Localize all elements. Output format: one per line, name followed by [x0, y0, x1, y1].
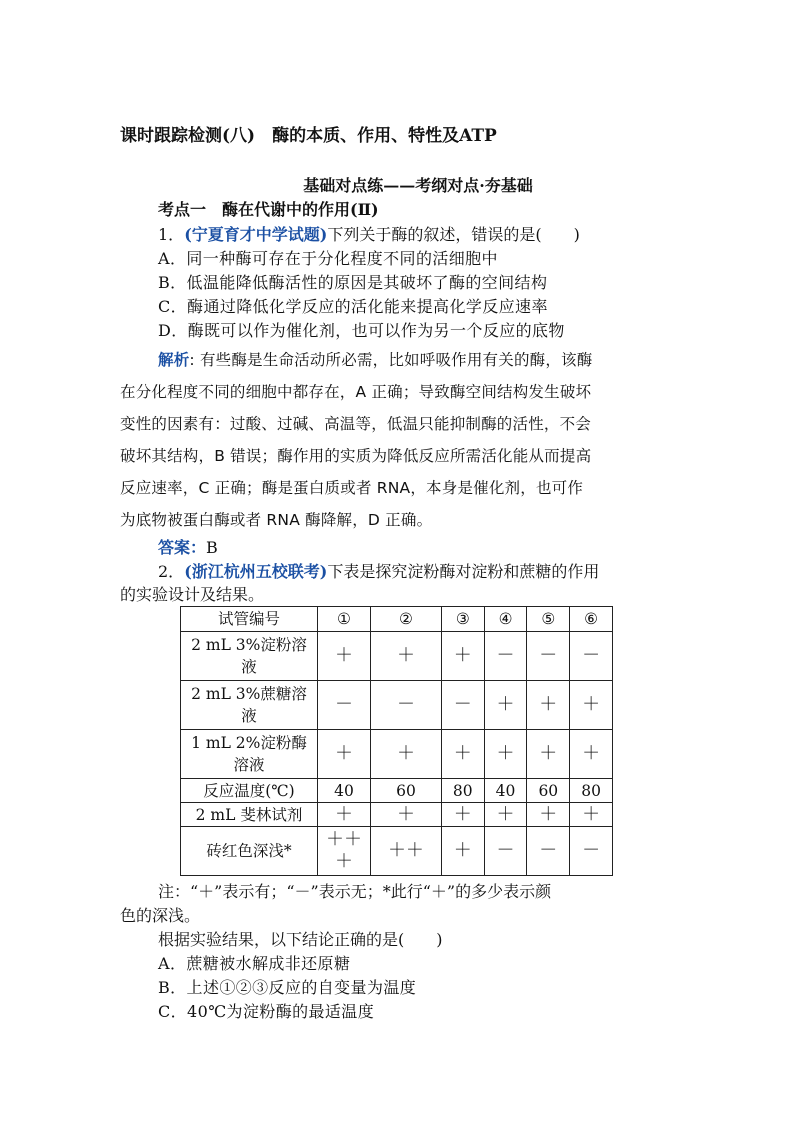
q1-stem-text: 下列关于酶的叙述，错误的是( ): [327, 225, 580, 244]
table-cell: 40: [318, 779, 371, 803]
q2-question: 根据实验结果，以下结论正确的是( ): [158, 930, 443, 949]
table-cell: ＋＋＋: [318, 827, 371, 876]
q2-note-line-1: 注：“＋”表示有；“－”表示无；*此行“＋”的多少表示颜: [158, 882, 552, 901]
table-cell: －: [484, 632, 527, 681]
table-cell: 60: [371, 779, 442, 803]
table-cell: ＋: [484, 730, 527, 779]
table-row: [181, 632, 613, 681]
row-label: 2 mL 3%淀粉溶 液: [181, 632, 318, 681]
table-cell: －: [527, 632, 570, 681]
table-cell: －: [441, 681, 484, 730]
q1-option-c: C．酶通过降低化学反应的活化能来提高化学反应速率: [158, 297, 548, 316]
row-label: 2 mL 3%蔗糖溶 液: [181, 681, 318, 730]
table-cell: －: [527, 827, 570, 876]
q1-answer: [158, 536, 718, 560]
q1-analysis-line-6: 为底物被蛋白酶或者 RNA 酶降解，D 正确。: [120, 511, 433, 529]
answer-label: 答案：: [158, 538, 207, 557]
row-label: 2 mL 斐林试剂: [181, 803, 318, 827]
table-cell: ＋: [441, 803, 484, 827]
q1-analysis-line-2: 在分化程度不同的细胞中都存在，A 正确；导致酶空间结构发生破坏: [120, 383, 592, 401]
table-cell: ＋: [570, 681, 613, 730]
table-row: [181, 730, 613, 779]
table-cell: 60: [527, 779, 570, 803]
row-label: 砖红色深浅*: [181, 827, 318, 876]
q1-option-a: A．同一种酶可存在于分化程度不同的活细胞中: [158, 249, 498, 268]
table-cell: ＋: [371, 730, 442, 779]
q1-analysis-line-1: 解析: 有些酶是生命活动所必需，比如呼吸作用有关的酶，该酶: [158, 351, 593, 369]
table-cell: －: [371, 681, 442, 730]
answer-value: B: [206, 538, 218, 557]
q2-stem: [158, 560, 718, 584]
table-header-row: [181, 607, 613, 632]
q1-stem: [158, 223, 718, 247]
q2-number: 2．: [158, 562, 185, 581]
table-cell: ＋: [570, 803, 613, 827]
table-cell: ＋: [527, 681, 570, 730]
table-header-cell: ⑤: [527, 607, 570, 632]
table-cell: ＋: [441, 827, 484, 876]
q2-stem-line-2: 的实验设计及结果。: [120, 585, 265, 604]
table-header-cell: ④: [484, 607, 527, 632]
table-row: [181, 779, 613, 803]
table-header-cell: 试管编号: [181, 607, 318, 632]
table-header-cell: ②: [371, 607, 442, 632]
q2-note-line-2: 色的深浅。: [120, 906, 201, 925]
table-cell: ＋: [371, 632, 442, 681]
table-cell: ＋: [484, 803, 527, 827]
table-cell: －: [570, 827, 613, 876]
q1-option-b: B．低温能降低酶活性的原因是其破坏了酶的空间结构: [158, 273, 548, 292]
table-row: [181, 681, 613, 730]
table-header-cell: ⑥: [570, 607, 613, 632]
q1-analysis-line-3: 变性的因素有：过酸、过碱、高温等，低温只能抑制酶的活性，不会: [120, 415, 592, 433]
q2-source: (浙江杭州五校联考): [184, 562, 328, 581]
q2-option-b: B．上述①②③反应的自变量为温度: [158, 978, 417, 997]
section-heading: 基础对点练——考纲对点·夯基础: [303, 176, 533, 195]
table-header-cell: ①: [318, 607, 371, 632]
table-cell: ＋: [527, 803, 570, 827]
table-cell: ＋: [570, 730, 613, 779]
table-cell: ＋: [484, 681, 527, 730]
row-label: 1 mL 2%淀粉酶 溶液: [181, 730, 318, 779]
q1-source: (宁夏育才中学试题): [184, 225, 328, 244]
topic-heading: 考点一 酶在代谢中的作用(Ⅱ): [158, 200, 379, 219]
table-cell: 80: [570, 779, 613, 803]
table-cell: 80: [441, 779, 484, 803]
table-cell: ＋: [371, 803, 442, 827]
row-label: 反应温度(℃): [181, 779, 318, 803]
q2-option-a: A．蔗糖被水解成非还原糖: [158, 954, 351, 973]
table-cell: ＋: [318, 803, 371, 827]
q2-stem-text: 下表是探究淀粉酶对淀粉和蔗糖的作用: [327, 562, 600, 581]
table-cell: ＋: [318, 730, 371, 779]
table-cell: ＋＋: [371, 827, 442, 876]
table-header-cell: ③: [441, 607, 484, 632]
table-cell: －: [318, 681, 371, 730]
experiment-table: [180, 606, 613, 876]
q1-number: 1．: [158, 225, 185, 244]
table-cell: ＋: [441, 632, 484, 681]
table-cell: －: [484, 827, 527, 876]
worksheet-title: 课时跟踪检测(八) 酶的本质、作用、特性及ATP: [120, 126, 497, 146]
analysis-label: 解析: [158, 351, 190, 369]
table-row: [181, 803, 613, 827]
table-cell: －: [570, 632, 613, 681]
q1-analysis-line-5: 反应速率，C 正确；酶是蛋白质或者 RNA，本身是催化剂，也可作: [120, 479, 584, 497]
table-cell: ＋: [318, 632, 371, 681]
q2-option-c: C．40℃为淀粉酶的最适温度: [158, 1002, 375, 1021]
table-cell: ＋: [441, 730, 484, 779]
table-cell: ＋: [527, 730, 570, 779]
q1-analysis-line-4: 破坏其结构，B 错误；酶作用的实质为降低反应所需活化能从而提高: [120, 447, 592, 465]
table-row: [181, 827, 613, 876]
table-cell: 40: [484, 779, 527, 803]
q1-option-d: D．酶既可以作为催化剂，也可以作为另一个反应的底物: [158, 321, 565, 340]
